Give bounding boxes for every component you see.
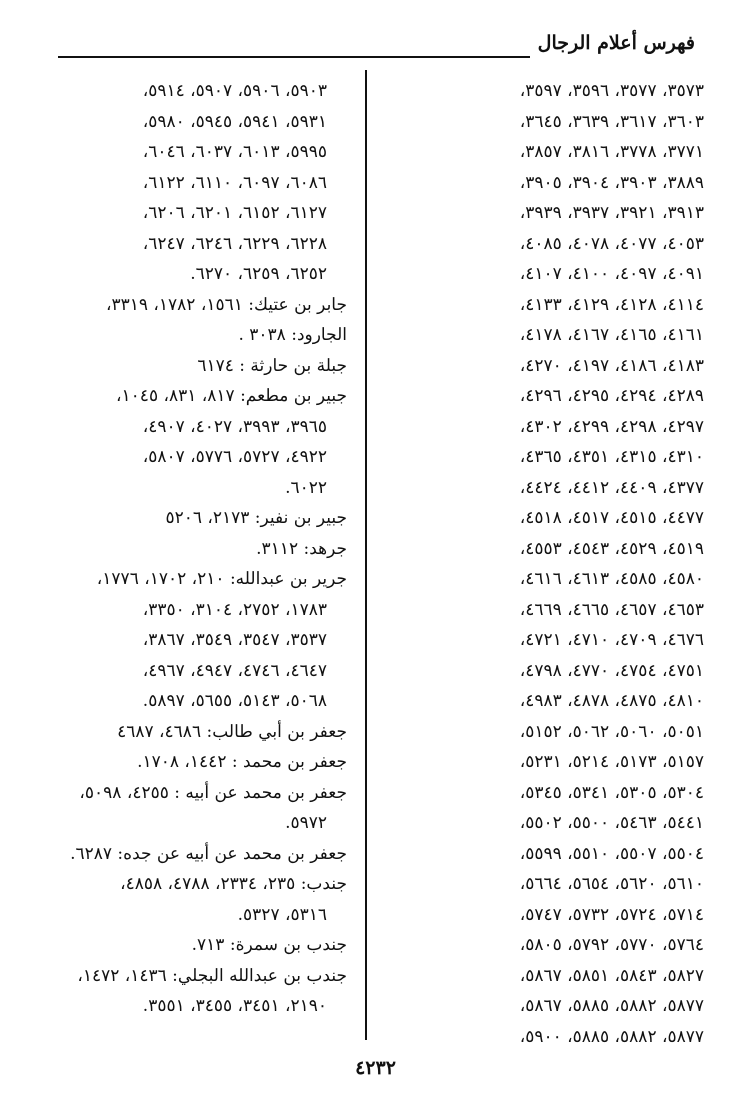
index-entry: جرهد: ٣١١٢. (256, 538, 347, 559)
index-continuation-line: ٥٣١٦، ٥٣٢٧. (237, 904, 327, 925)
index-entry: جندب بن سمرة: ٧١٣. (191, 935, 347, 955)
index-line: ٤٦٥٣، ٤٦٥٧، ٤٦٦٥، ٤٦٦٩، (519, 599, 704, 620)
index-line: ٤٥١٩، ٤٥٢٩، ٤٥٤٣، ٤٥٥٣، (519, 538, 704, 559)
index-entry: جندب: ٢٣٥، ٢٣٣٤، ٤٧٨٨، ٤٨٥٨، (120, 874, 347, 894)
index-continuation-line: ٥٩٧٢. (285, 813, 327, 833)
index-line: ٥٧٦٤، ٥٧٧٠، ٥٧٩٢، ٥٨٠٥، (519, 935, 704, 955)
index-line: ٥٨٧٧، ٥٨٨٢، ٥٨٨٥، ٥٨٦٧، (519, 996, 704, 1016)
index-line: ٤٤٧٧، ٤٥١٥، ٤٥١٧، ٤٥١٨، (519, 508, 704, 528)
index-entry: جبلة بن حارثة : ٦١٧٤ (197, 355, 347, 376)
index-line: ٤٨١٠، ٤٨٧٥، ٤٨٧٨، ٤٩٨٣، (519, 691, 704, 711)
index-entry: جابر بن عتيك: ١٥٦١، ١٧٨٢، ٣٣١٩، (105, 294, 347, 315)
index-entry: جعفر بن محمد عن أبيه عن جده: ٦٢٨٧. (70, 843, 347, 864)
index-line: ٣٥٧٣، ٣٥٧٧، ٣٥٩٦، ٣٥٩٧، (519, 81, 704, 101)
index-continuation-line: ٥٠٦٨، ٥١٤٣، ٥٦٥٥، ٥٨٩٧. (142, 691, 327, 711)
index-continuation-line: ٦٠٢٢. (285, 477, 327, 498)
index-line: ٤١٦١، ٤١٦٥، ٤١٦٧، ٤١٧٨، (519, 325, 704, 345)
index-continuation-line: ٦٢٢٨، ٦٢٢٩، ٦٢٤٦، ٦٢٤٧، (142, 233, 327, 254)
page-header (58, 32, 695, 60)
index-line: ٤٢٩٧، ٤٢٩٨، ٤٢٩٩، ٤٣٠٢، (519, 416, 704, 437)
page-number: ٤٢٣٢ (355, 1057, 396, 1079)
index-line: ٣٧٧١، ٣٧٧٨، ٣٨١٦، ٣٨٥٧، (519, 142, 704, 162)
index-line: ٣٨٨٩، ٣٩٠٣، ٣٩٠٤، ٣٩٠٥، (519, 172, 704, 193)
index-line: ٤٠٩١، ٤٠٩٧، ٤١٠٠، ٤١٠٧، (519, 264, 704, 284)
page-title: فهرس أعلام الرجال (537, 32, 695, 54)
index-continuation-line: ٦١٢٧، ٦١٥٢، ٦٢٠١، ٦٢٠٦، (142, 203, 327, 223)
column-divider (365, 70, 367, 1040)
index-entry: جعفر بن محمد : ١٤٤٢، ١٧٠٨. (137, 752, 347, 772)
index-line: ٥٣٠٤، ٥٣٠٥، ٥٣٤١، ٥٣٤٥، (519, 782, 704, 803)
index-continuation-line: ٦٠٨٦، ٦٠٩٧، ٦١١٠، ٦١٢٢، (142, 172, 327, 193)
index-continuation-line: ٤٩٢٢، ٥٧٢٧، ٥٧٧٦، ٥٨٠٧، (142, 447, 327, 467)
index-continuation-line: ٣٥٣٧، ٣٥٤٧، ٣٥٤٩، ٣٨٦٧، (142, 630, 327, 650)
index-line: ٤٦٧٦، ٤٧٠٩، ٤٧١٠، ٤٧٢١، (519, 630, 704, 650)
index-column-left (29, 76, 347, 1022)
index-line: ٤١١٤، ٤١٢٨، ٤١٢٩، ٤١٣٣، (519, 294, 704, 315)
index-line: ٤٧٥١، ٤٧٥٤، ٤٧٧٠، ٤٧٩٨، (519, 660, 704, 681)
index-line: ٤٠٥٣، ٤٠٧٧، ٤٠٧٨، ٤٠٨٥، (519, 233, 704, 254)
index-line: ٤٥٨٠، ٤٥٨٥، ٤٦١٣، ٤٦١٦، (519, 569, 704, 589)
index-entry: جبير بن مطعم: ٨١٧، ٨٣١، ١٠٤٥، (116, 386, 347, 406)
index-line: ٥٦١٠، ٥٦٢٠، ٥٦٥٤، ٥٦٦٤، (519, 874, 704, 894)
index-line: ٥٨٧٧، ٥٨٨٢، ٥٨٨٥، ٥٩٠٠، (519, 1026, 704, 1047)
index-entry: جعفر بن محمد عن أبيه : ٤٢٥٥، ٥٠٩٨، (79, 782, 347, 803)
index-continuation-line: ٥٩٣١، ٥٩٤١، ٥٩٤٥، ٥٩٨٠، (142, 111, 327, 132)
index-entry: جبير بن نفير: ٢١٧٣، ٥٢٠٦ (165, 508, 347, 528)
index-column-right (386, 76, 704, 1052)
index-continuation-line: ٥٩٠٣، ٥٩٠٦، ٥٩٠٧، ٥٩١٤، (142, 81, 327, 101)
index-continuation-line: ٦٢٥٢، ٦٢٥٩، ٦٢٧٠. (190, 264, 327, 284)
index-line: ٣٦٠٣، ٣٦١٧، ٣٦٣٩، ٣٦٤٥، (519, 111, 704, 132)
index-line: ٤١٨٣، ٤١٨٦، ٤١٩٧، ٤٢٧٠، (519, 355, 704, 376)
index-line: ٤٣٧٧، ٤٤٠٩، ٤٤١٢، ٤٤٢٤، (519, 477, 704, 498)
index-continuation-line: ٢١٩٠، ٣٤٥١، ٣٤٥٥، ٣٥٥١. (142, 996, 327, 1016)
header-rule (58, 56, 530, 58)
index-continuation-line: ٤٦٤٧، ٤٧٤٦، ٤٩٤٧، ٤٩٦٧، (142, 660, 327, 681)
index-continuation-line: ٣٩٦٥، ٣٩٩٣، ٤٠٢٧، ٤٩٠٧، (142, 416, 327, 437)
index-entry: جندب بن عبدالله البجلي: ١٤٣٦، ١٤٧٢، (77, 965, 347, 986)
index-line: ٥٥٠٤، ٥٥٠٧، ٥٥١٠، ٥٥٩٩، (519, 843, 704, 864)
index-line: ٤٢٨٩، ٤٢٩٤، ٤٢٩٥، ٤٢٩٦، (519, 386, 704, 406)
index-entry: جعفر بن أبي طالب: ٤٦٨٦، ٤٦٨٧ (117, 721, 347, 742)
index-continuation-line: ٥٩٩٥، ٦٠١٣، ٦٠٣٧، ٦٠٤٦، (142, 142, 327, 162)
index-line: ٥١٥٧، ٥١٧٣، ٥٢١٤، ٥٢٣١، (519, 752, 704, 772)
index-line: ٥٨٢٧، ٥٨٤٣، ٥٨٥١، ٥٨٦٧، (519, 965, 704, 986)
index-line: ٣٩١٣، ٣٩٢١، ٣٩٣٧، ٣٩٣٩، (519, 203, 704, 223)
index-line: ٤٣١٠، ٤٣١٥، ٤٣٥١، ٤٣٦٥، (519, 447, 704, 467)
index-line: ٥٤٤١، ٥٤٦٣، ٥٥٠٠، ٥٥٠٢، (519, 813, 704, 833)
index-line: ٥٠٥١، ٥٠٦٠، ٥٠٦٢، ٥١٥٢، (519, 721, 704, 742)
index-line: ٥٧١٤، ٥٧٢٤، ٥٧٣٢، ٥٧٤٧، (519, 904, 704, 925)
index-continuation-line: ١٧٨٣، ٢٧٥٢، ٣١٠٤، ٣٣٥٠، (142, 599, 327, 620)
index-entry: الجارود: ٣٠٣٨ . (238, 325, 347, 345)
index-entry: جرير بن عبدالله: ٢١٠، ١٧٠٢، ١٧٧٦، (96, 569, 347, 589)
